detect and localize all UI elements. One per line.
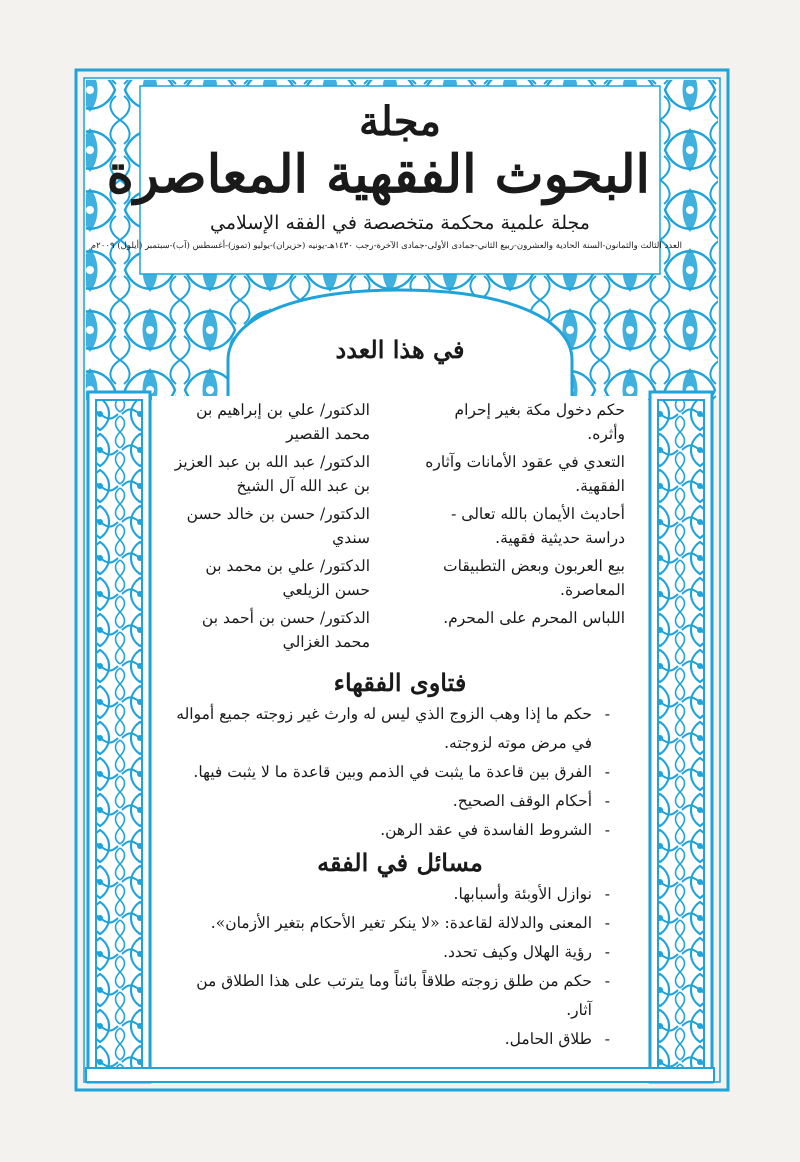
issues-heading: مسائل في الفقه	[317, 848, 483, 877]
contents-list	[170, 398, 625, 658]
list-item: - أحكام الوقف الصحيح.	[170, 787, 610, 816]
toc-entry	[170, 398, 625, 446]
toc-author: الدكتور/ حسن بن خالد حسن سندي	[186, 505, 370, 547]
toc-article-title: أحاديث الأيمان بالله تعالى - دراسة حديثية فقهية.	[451, 505, 625, 547]
toc-author: الدكتور/ علي بن محمد بن حسن الزيلعي	[205, 557, 370, 599]
journal-kicker: مجلة	[359, 98, 441, 145]
list-item: - طلاق الحامل.	[170, 1025, 610, 1054]
list-item: - المعنى والدلالة لقاعدة: «لا ينكر تغير الأحكام بتغير الأزمان».	[170, 909, 610, 938]
fatwas-list	[170, 700, 610, 845]
journal-subtitle: مجلة علمية محكمة متخصصة في الفقه الإسلامي	[210, 212, 590, 234]
toc-entry	[170, 502, 625, 550]
list-item: - نوازل الأوبئة وأسبابها.	[170, 880, 610, 909]
toc-article-title: التعدي في عقود الأمانات وآثاره الفقهية.	[425, 453, 625, 495]
toc-author: الدكتور/ علي بن إبراهيم بن محمد القصير	[196, 401, 370, 443]
contents-heading: في هذا العدد	[335, 335, 465, 364]
toc-entry	[170, 554, 625, 602]
toc-article-title: اللباس المحرم على المحرم.	[443, 609, 625, 627]
issue-info: العدد الثالث والثمانون-السنة الحادية والعشرون-ربيع الثاني-جمادى الأولى-جمادى الآخرة-رجب ١٤٣٠هـ-يونيه (حزيران)-يوليو (تموز)-أغسطس (آب)-سبتمبر (أيلول) ٢٠٠٩م	[90, 241, 682, 251]
toc-entry	[170, 450, 625, 498]
issues-list	[170, 880, 610, 1054]
toc-author: الدكتور/ حسن بن أحمد بن محمد الغزالي	[201, 609, 370, 651]
list-item: - حكم من طلق زوجته طلاقاً بائناً وما يترتب على هذا الطلاق من آثار.	[170, 967, 610, 1025]
list-item: - الفرق بين قاعدة ما يثبت في الذمم وبين قاعدة ما لا يثبت فيها.	[170, 758, 610, 787]
toc-article-title: بيع العربون وبعض التطبيقات المعاصرة.	[443, 557, 625, 599]
toc-entry	[170, 606, 625, 654]
list-item: - حكم ما إذا وهب الزوج الذي ليس له وارث غير زوجته جميع أمواله في مرض موته لزوجته.	[170, 700, 610, 758]
list-item: - الشروط الفاسدة في عقد الرهن.	[170, 816, 610, 845]
toc-article-title: حكم دخول مكة بغير إحرام وأثره.	[454, 401, 625, 443]
toc-author: الدكتور/ عبد الله بن عبد العزيز بن عبد الله آل الشيخ	[174, 453, 370, 495]
journal-title: البحوث الفقهية المعاصرة	[106, 144, 650, 205]
fatwas-heading: فتاوى الفقهاء	[333, 668, 467, 697]
list-item: - رؤية الهلال وكيف تحدد.	[170, 938, 610, 967]
